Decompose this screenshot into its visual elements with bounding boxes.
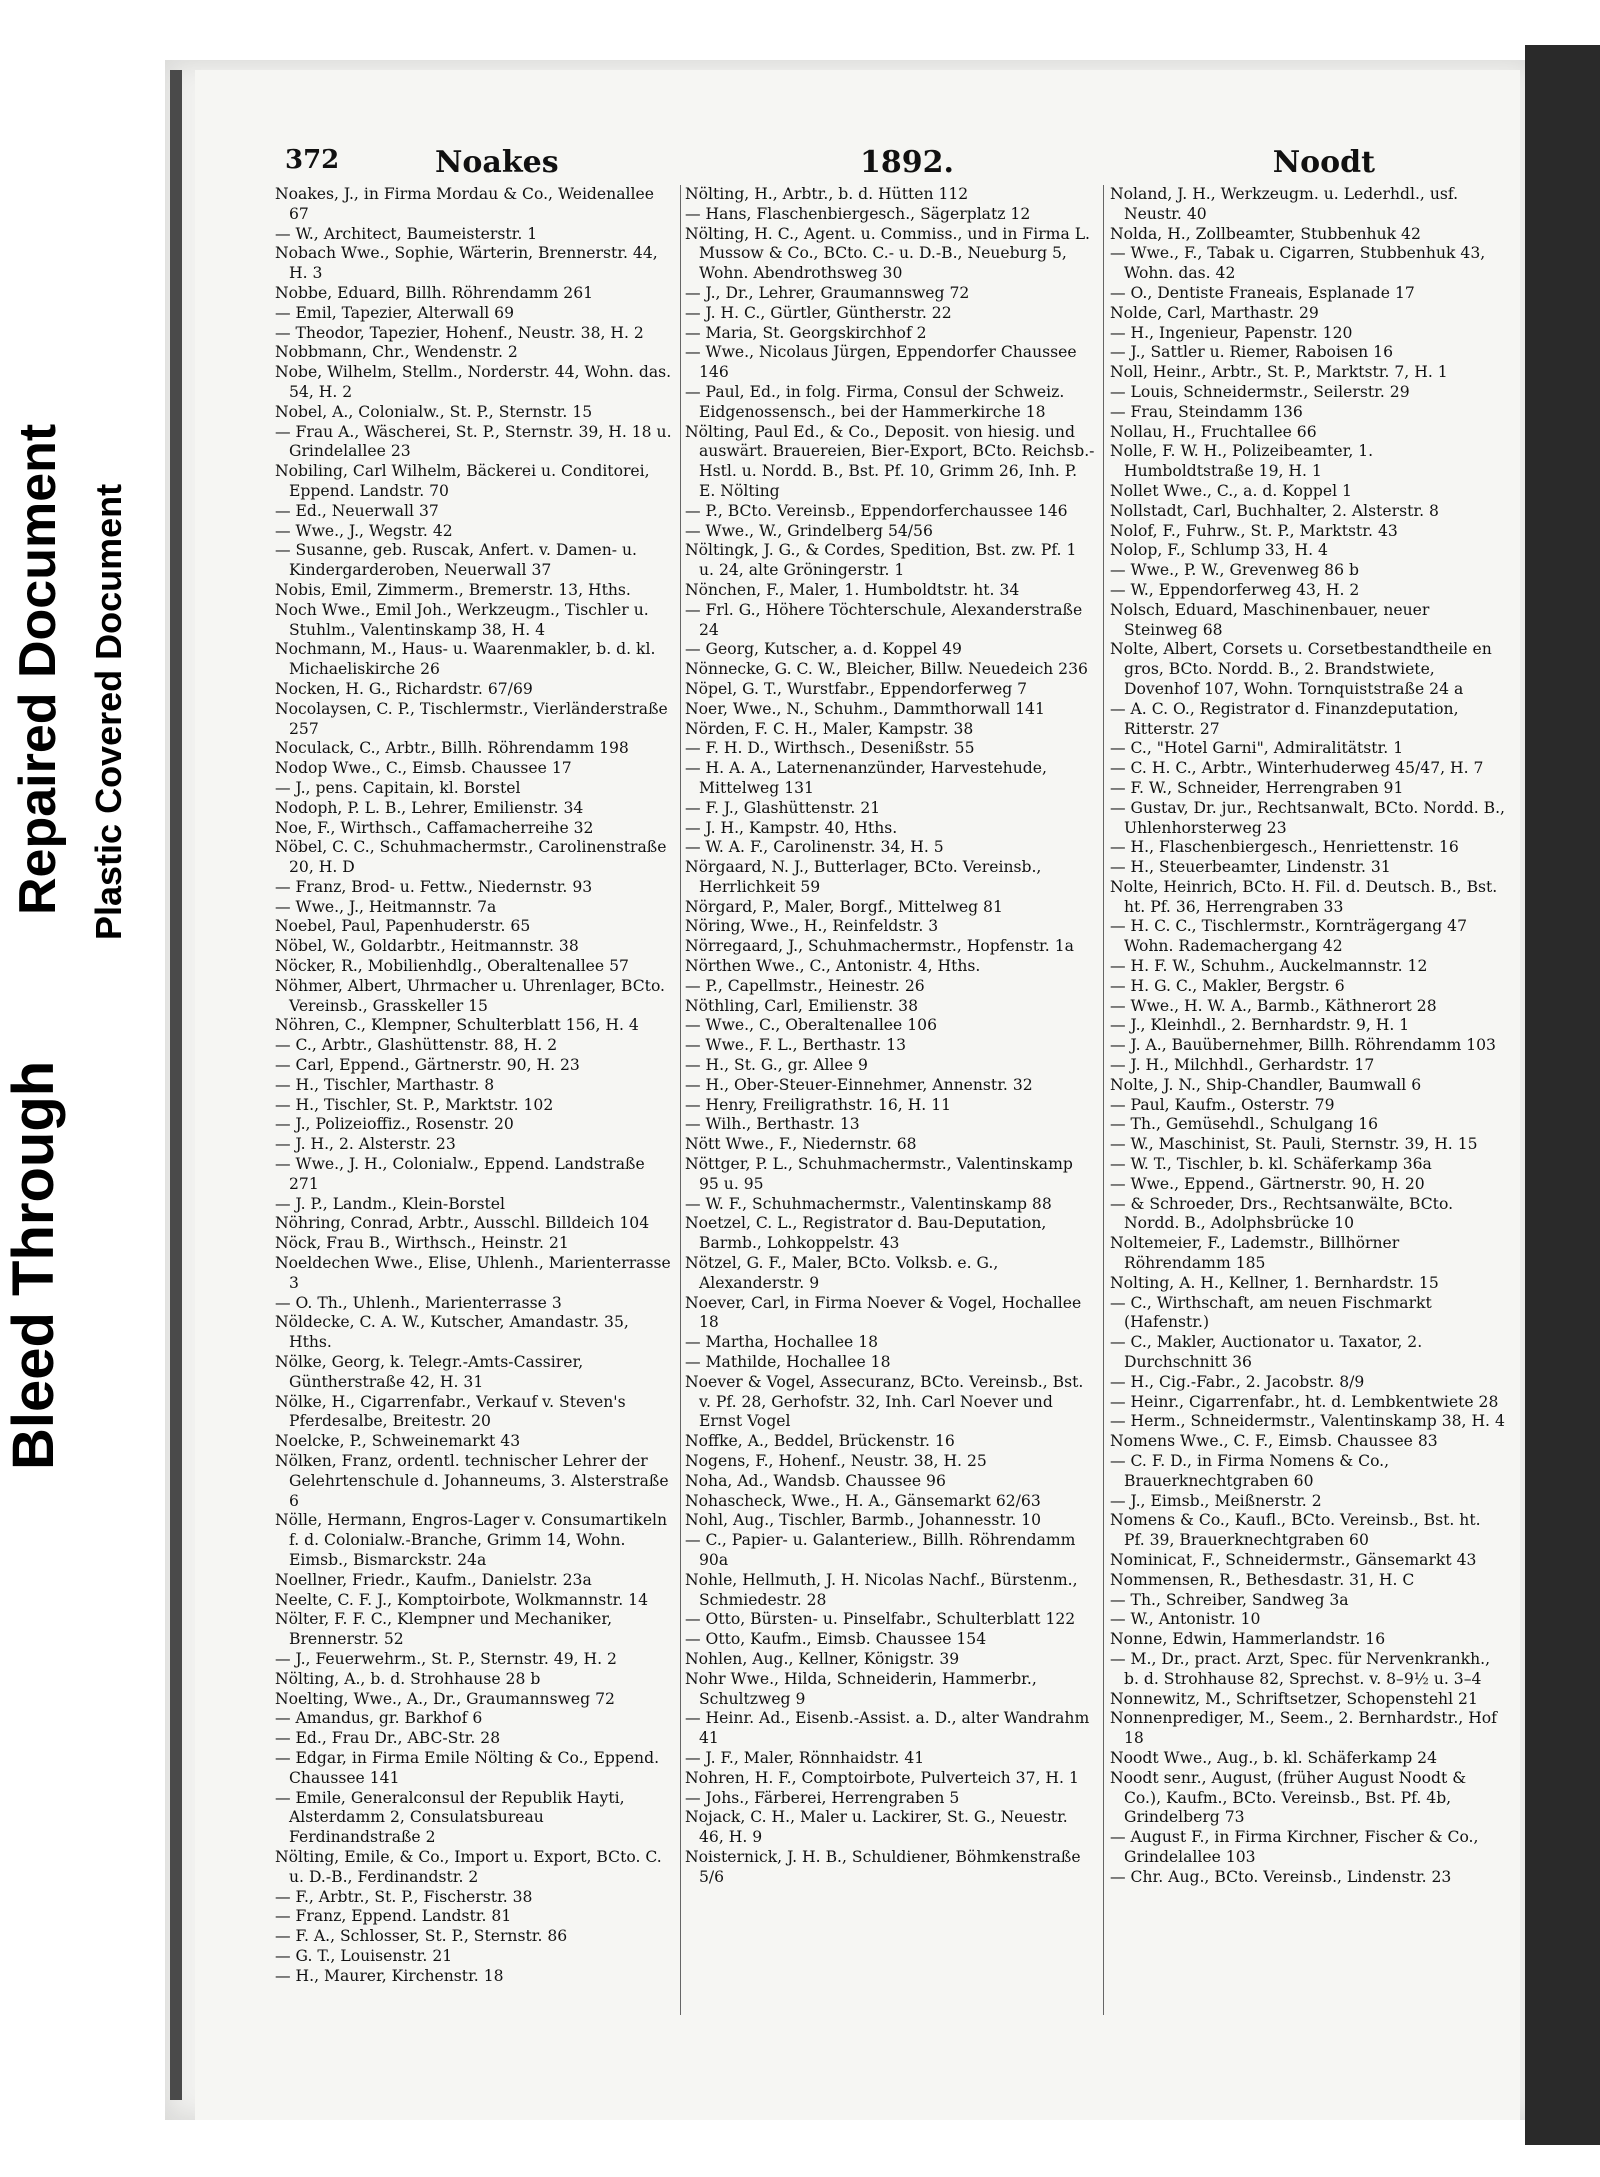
directory-entry: Nomens Wwe., C. F., Eimsb. Chaussee 83 bbox=[1110, 1432, 1438, 1451]
directory-entry: Noebel, Paul, Papenhuderstr. 65 bbox=[275, 917, 531, 936]
directory-entry: Nohascheck, Wwe., H. A., Gänsemarkt 62/63 bbox=[685, 1491, 1041, 1510]
directory-entry: Noha, Ad., Wandsb. Chaussee 96 bbox=[685, 1471, 946, 1490]
directory-entry: Nolte, Heinrich, BCto. H. Fil. d. Deutsch. B., Bst. ht. Pf. 36, Herrengraben 33 bbox=[1110, 877, 1498, 916]
directory-entry: Nörthen Wwe., C., Antonistr. 4, Hths. bbox=[685, 957, 981, 976]
directory-entry: Noer, Wwe., N., Schuhm., Dammthorwall 141 bbox=[685, 699, 1045, 718]
directory-entry: — C. F. D., in Firma Nomens & Co., Brauerknechtgraben 60 bbox=[1110, 1452, 1390, 1490]
directory-entry: — Wwe., P. W., Grevenweg 86 b bbox=[1110, 561, 1359, 580]
directory-entry: Noeldechen Wwe., Elise, Uhlenh., Marienterrasse 3 bbox=[275, 1254, 671, 1292]
directory-entry: — C., "Hotel Garni", Admiralitätstr. 1 bbox=[1110, 739, 1404, 758]
directory-entry: — Maria, St. Georgskirchhof 2 bbox=[685, 323, 927, 342]
directory-entry: Nöhmer, Albert, Uhrmacher u. Uhrenlager, BCto. Vereinsb., Grasskeller 15 bbox=[275, 976, 666, 1015]
directory-entry: Nolde, Carl, Marthastr. 29 bbox=[1110, 303, 1319, 322]
directory-entry: — C., Papier- u. Galanteriew., Billh. Röhrendamm 90a bbox=[685, 1531, 1076, 1569]
directory-entry: Neelte, C. F. J., Komptoirbote, Wolkmannstr. 14 bbox=[275, 1590, 648, 1609]
directory-entry: Nonnenprediger, M., Seem., 2. Bernhardstr., Hof 18 bbox=[1110, 1709, 1497, 1748]
page-number: 372 bbox=[285, 145, 340, 175]
directory-entry: Nohren, H. F., Comptoirbote, Pulverteich 37, H. 1 bbox=[685, 1768, 1079, 1787]
directory-entry: Nobbe, Eduard, Billh. Röhrendamm 261 bbox=[275, 283, 594, 302]
directory-entry: — Wwe., Eppend., Gärtnerstr. 90, H. 20 bbox=[1110, 1174, 1425, 1193]
directory-entry: Nollstadt, Carl, Buchhalter, 2. Alsterstr. 8 bbox=[1110, 501, 1439, 520]
header-right-word: Noodt bbox=[1272, 145, 1375, 180]
directory-entry: — F. J., Glashüttenstr. 21 bbox=[685, 798, 881, 817]
directory-entry: Nölting, Paul Ed., & Co., Deposit. von hiesig. und auswärt. Brauereien, Bier-Export, BCto. Reichsb.-Hstl. u. Nordd. B., Bst. Pf. 10, Grimm 26, Inh. P. E. Nölting bbox=[685, 422, 1095, 500]
directory-entry: — Heinr., Cigarrenfabr., ht. d. Lembkentwiete 28 bbox=[1110, 1392, 1499, 1411]
directory-entry: — P., Capellmstr., Heinestr. 26 bbox=[685, 976, 925, 995]
directory-entry: Nölke, Georg, k. Telegr.-Amts-Cassirer, Güntherstraße 42, H. 31 bbox=[275, 1353, 584, 1391]
directory-entry: Nochmann, M., Haus- u. Waarenmakler, b. d. kl. Michaeliskirche 26 bbox=[275, 640, 656, 679]
directory-entry: — F. W., Schneider, Herrengraben 91 bbox=[1110, 778, 1404, 797]
directory-entry: — Edgar, in Firma Emile Nölting & Co., Eppend. Chaussee 141 bbox=[275, 1748, 660, 1787]
directory-entry: Noellner, Friedr., Kaufm., Danielstr. 23a bbox=[275, 1570, 592, 1589]
directory-entry: Nobe, Wilhelm, Stellm., Norderstr. 44, Wohn. das. 54, H. 2 bbox=[275, 363, 672, 401]
directory-entry: — C., Wirthschaft, am neuen Fischmarkt (Hafenstr.) bbox=[1110, 1293, 1432, 1332]
directory-entry: — Wwe., J., Heitmannstr. 7a bbox=[275, 897, 497, 916]
directory-entry: Noltemeier, F., Lademstr., Billhörner Röhrendamm 185 bbox=[1110, 1234, 1400, 1273]
directory-entry: Nölter, F. F. C., Klempner und Mechaniker, Brennerstr. 52 bbox=[275, 1610, 613, 1649]
directory-entry: — J. H. C., Gürtler, Güntherstr. 22 bbox=[685, 303, 952, 322]
directory-entry: Nöhring, Conrad, Arbtr., Ausschl. Billdeich 104 bbox=[275, 1214, 650, 1233]
directory-entry: Nöttger, P. L., Schuhmachermstr., Valentinskamp 95 u. 95 bbox=[685, 1155, 1073, 1193]
directory-entry: — H. A. A., Laternenanzünder, Harvestehude, Mittelweg 131 bbox=[685, 759, 1047, 797]
directory-entry: — Georg, Kutscher, a. d. Koppel 49 bbox=[685, 640, 962, 659]
directory-entry: Nobiling, Carl Wilhelm, Bäckerei u. Conditorei, Eppend. Landstr. 70 bbox=[275, 462, 650, 500]
directory-entry: — Mathilde, Hochallee 18 bbox=[685, 1353, 891, 1372]
directory-entry: — Theodor, Tapezier, Hohenf., Neustr. 38, H. 2 bbox=[275, 323, 644, 342]
directory-entry: Noe, F., Wirthsch., Caffamacherreihe 32 bbox=[275, 818, 594, 837]
directory-entry: — Hans, Flaschenbiergesch., Sägerplatz 12 bbox=[685, 204, 1031, 223]
directory-entry: Nöthling, Carl, Emilienstr. 38 bbox=[685, 996, 919, 1015]
directory-entry: Nonnewitz, M., Schriftsetzer, Schopenstehl 21 bbox=[1110, 1689, 1478, 1708]
directory-entry: — Wilh., Berthastr. 13 bbox=[685, 1115, 860, 1134]
directory-entry: Nöhren, C., Klempner, Schulterblatt 156, H. 4 bbox=[275, 1016, 639, 1035]
directory-entry: Noch Wwe., Emil Joh., Werkzeugm., Tischler u. Stuhlm., Valentinskamp 38, H. 4 bbox=[275, 600, 649, 639]
directory-entry: — Ed., Neuerwall 37 bbox=[275, 501, 439, 520]
directory-entry: Nolte, Albert, Corsets u. Corsetbestandtheile en gros, BCto. Nordd. B., 2. Brandstwiete, Dovenhof 107, Wohn. Tornquiststraße 24 a bbox=[1110, 640, 1492, 698]
directory-entry: — Ed., Frau Dr., ABC-Str. 28 bbox=[275, 1729, 501, 1748]
directory-entry: Nommensen, R., Bethesdastr. 31, H. C bbox=[1110, 1570, 1415, 1589]
directory-entry: Nött Wwe., F., Niedernstr. 68 bbox=[685, 1135, 917, 1154]
directory-entry: Noisternick, J. H. B., Schuldiener, Böhmkenstraße 5/6 bbox=[685, 1847, 1081, 1886]
directory-entry: Nobach Wwe., Sophie, Wärterin, Brennerstr. 44, H. 3 bbox=[275, 244, 658, 283]
directory-entry: Nölting, H. C., Agent. u. Commiss., und in Firma L. Mussow & Co., BCto. C.- u. D.-B., Neueburg 5, Wohn. Abendrothsweg 30 bbox=[685, 224, 1091, 283]
directory-entry: — Otto, Bürsten- u. Pinselfabr., Schulterblatt 122 bbox=[685, 1610, 1076, 1629]
directory-entry: — H., Ingenieur, Papenstr. 120 bbox=[1110, 323, 1353, 342]
directory-entry: — P., BCto. Vereinsb., Eppendorferchaussee 146 bbox=[685, 501, 1068, 520]
directory-entry: Nolting, A. H., Kellner, 1. Bernhardstr. 15 bbox=[1110, 1273, 1439, 1292]
directory-entry: — W. A. F., Carolinenstr. 34, H. 5 bbox=[685, 838, 944, 857]
directory-entry: Nodop Wwe., C., Eimsb. Chaussee 17 bbox=[275, 759, 572, 778]
directory-entry: — Wwe., H. W. A., Barmb., Käthnerort 28 bbox=[1110, 996, 1437, 1015]
column-3 bbox=[1110, 185, 1505, 2015]
column-rule bbox=[1103, 185, 1104, 2015]
directory-entry: — Amandus, gr. Barkhof 6 bbox=[275, 1709, 483, 1728]
directory-entry: — J. H., Milchhdl., Gerhardstr. 17 bbox=[1110, 1056, 1375, 1075]
directory-entry: Nölken, Franz, ordentl. technischer Lehrer der Gelehrtenschule d. Johanneums, 3. Alsterstraße 6 bbox=[275, 1452, 669, 1510]
directory-entry: Nodoph, P. L. B., Lehrer, Emilienstr. 34 bbox=[275, 798, 584, 817]
directory-entry: — & Schroeder, Drs., Rechtsanwälte, BCto. Nordd. B., Adolphsbrücke 10 bbox=[1110, 1194, 1454, 1233]
directory-entry: — Th., Schreiber, Sandweg 3a bbox=[1110, 1590, 1349, 1609]
directory-entry: — J., Polizeioffiz., Rosenstr. 20 bbox=[275, 1115, 514, 1134]
directory-entry: — Wwe., W., Grindelberg 54/56 bbox=[685, 521, 933, 540]
directory-entry: — Frl. G., Höhere Töchterschule, Alexanderstraße 24 bbox=[685, 600, 1083, 639]
directory-entry: — H., Ober-Steuer-Einnehmer, Annenstr. 32 bbox=[685, 1075, 1033, 1094]
directory-entry: — Carl, Eppend., Gärtnerstr. 90, H. 23 bbox=[275, 1056, 580, 1075]
directory-entry: Noelcke, P., Schweinemarkt 43 bbox=[275, 1432, 521, 1451]
directory-entry: — H., Tischler, Marthastr. 8 bbox=[275, 1075, 495, 1094]
directory-entry: — Wwe., J., Wegstr. 42 bbox=[275, 521, 453, 540]
directory-entry: — W., Architect, Baumeisterstr. 1 bbox=[275, 224, 538, 243]
directory-entry: — C., Makler, Auctionator u. Taxator, 2. Durchschnitt 36 bbox=[1110, 1333, 1423, 1372]
column-1 bbox=[275, 185, 675, 2015]
directory-entry: Nöcker, R., Mobilienhdlg., Oberaltenallee 57 bbox=[275, 957, 629, 976]
directory-entry: Noetzel, C. L., Registrator d. Bau-Deputation, Barmb., Lohkoppelstr. 43 bbox=[685, 1214, 1047, 1253]
directory-entry: — F., Arbtr., St. P., Fischerstr. 38 bbox=[275, 1887, 533, 1906]
directory-entry: Nolof, F., Fuhrw., St. P., Marktstr. 43 bbox=[1110, 521, 1398, 540]
directory-entry: Nötzel, G. F., Maler, BCto. Volksb. e. G., Alexanderstr. 9 bbox=[685, 1254, 999, 1292]
directory-entry: Nojack, C. H., Maler u. Lackirer, St. G., Neuestr. 46, H. 9 bbox=[685, 1808, 1068, 1847]
directory-entry: — H. C. C., Tischlermstr., Kornträgergang 47 Wohn. Rademachergang 42 bbox=[1110, 917, 1468, 956]
directory-entry: Nörgaard, N. J., Butterlager, BCto. Vereinsb., Herrlichkeit 59 bbox=[685, 858, 1042, 896]
directory-entry: Nobis, Emil, Zimmerm., Bremerstr. 13, Hths. bbox=[275, 580, 631, 599]
scan-binding-edge bbox=[170, 70, 182, 2100]
directory-entry: — Franz, Eppend. Landstr. 81 bbox=[275, 1907, 512, 1926]
directory-entry: — H., Maurer, Kirchenstr. 18 bbox=[275, 1966, 504, 1985]
directory-entry: Nönnecke, G. C. W., Bleicher, Billw. Neuedeich 236 bbox=[685, 660, 1088, 679]
directory-entry: — J., Sattler u. Riemer, Raboisen 16 bbox=[1110, 343, 1394, 362]
directory-entry: Nohle, Hellmuth, J. H. Nicolas Nachf., Bürstenm., Schmiedestr. 28 bbox=[685, 1570, 1078, 1609]
directory-entry: — H. F. W., Schuhm., Auckelmannstr. 12 bbox=[1110, 957, 1428, 976]
directory-entry: Nocolaysen, C. P., Tischlermstr., Vierländerstraße 257 bbox=[275, 699, 668, 738]
directory-entry: — W., Eppendorferweg 43, H. 2 bbox=[1110, 580, 1360, 599]
directory-entry: Nolop, F., Schlump 33, H. 4 bbox=[1110, 541, 1328, 560]
directory-entry: — O., Dentiste Franeais, Esplanade 17 bbox=[1110, 283, 1415, 302]
directory-entry: Nominicat, F., Schneidermstr., Gänsemarkt 43 bbox=[1110, 1550, 1477, 1569]
header-year: 1892. bbox=[860, 145, 954, 180]
directory-entry: — Franz, Brod- u. Fettw., Niedernstr. 93 bbox=[275, 877, 593, 896]
directory-entry: Nolda, H., Zollbeamter, Stubbenhuk 42 bbox=[1110, 224, 1421, 243]
directory-entry: — O. Th., Uhlenh., Marienterrasse 3 bbox=[275, 1293, 562, 1312]
directory-entry: — M., Dr., pract. Arzt, Spec. für Nervenkrankh., b. d. Strohhause 82, Sprechst. v. 8–9½ u. 3–4 bbox=[1110, 1649, 1491, 1688]
column-rule bbox=[680, 185, 681, 2015]
directory-entry: Nobel, A., Colonialw., St. P., Sternstr. 15 bbox=[275, 402, 593, 421]
directory-entry: Nohr Wwe., Hilda, Schneiderin, Hammerbr., Schultzweg 9 bbox=[685, 1669, 1037, 1708]
directory-entry: Nölting, A., b. d. Strohhause 28 b bbox=[275, 1669, 541, 1688]
directory-entry: Nöring, Wwe., H., Reinfeldstr. 3 bbox=[685, 917, 939, 936]
directory-entry: — Louis, Schneidermstr., Seilerstr. 29 bbox=[1110, 382, 1410, 401]
directory-entry: — Wwe., J. H., Colonialw., Eppend. Landstraße 271 bbox=[275, 1155, 645, 1193]
directory-entry: Nörgard, P., Maler, Borgf., Mittelweg 81 bbox=[685, 897, 1003, 916]
repaired-document-label: Repaired Document bbox=[9, 423, 67, 915]
directory-entry: — Chr. Aug., BCto. Vereinsb., Lindenstr. 23 bbox=[1110, 1867, 1452, 1886]
directory-entry: Nöltingk, J. G., & Cordes, Spedition, Bst. zw. Pf. 1 u. 24, alte Gröningerstr. 1 bbox=[685, 541, 1077, 580]
directory-entry: Noever, Carl, in Firma Noever & Vogel, Hochallee 18 bbox=[685, 1293, 1082, 1332]
directory-entry: Nonne, Edwin, Hammerlandstr. 16 bbox=[1110, 1630, 1386, 1649]
directory-entry: — Heinr. Ad., Eisenb.-Assist. a. D., alter Wandrahm 41 bbox=[685, 1709, 1090, 1748]
directory-entry: — Martha, Hochallee 18 bbox=[685, 1333, 879, 1352]
directory-entry: Noculack, C., Arbtr., Billh. Röhrendamm 198 bbox=[275, 739, 629, 758]
directory-entry: — Th., Gemüsehdl., Schulgang 16 bbox=[1110, 1115, 1379, 1134]
directory-entry: — J. A., Bauübernehmer, Billh. Röhrendamm 103 bbox=[1110, 1036, 1496, 1055]
directory-entry: — Herm., Schneidermstr., Valentinskamp 38, H. 4 bbox=[1110, 1412, 1505, 1431]
directory-entry: Nohl, Aug., Tischler, Barmb., Johannesstr. 10 bbox=[685, 1511, 1042, 1530]
scan-labels-strip bbox=[0, 0, 165, 2177]
directory-entry: Nölting, H., Arbtr., b. d. Hütten 112 bbox=[685, 185, 969, 203]
directory-entry: — Emile, Generalconsul der Republik Hayti, Alsterdamm 2, Consulatsbureau Ferdinandstraße 2 bbox=[275, 1788, 625, 1847]
directory-entry: Noland, J. H., Werkzeugm. u. Lederhdl., usf. Neustr. 40 bbox=[1110, 185, 1459, 223]
directory-entry: Noelting, Wwe., A., Dr., Graumannsweg 72 bbox=[275, 1689, 615, 1708]
directory-entry: — Otto, Kaufm., Eimsb. Chaussee 154 bbox=[685, 1630, 987, 1649]
directory-entry: — H., St. G., gr. Allee 9 bbox=[685, 1056, 868, 1075]
directory-entry: Nöldecke, C. A. W., Kutscher, Amandastr. 35, Hths. bbox=[275, 1313, 629, 1352]
directory-entry: — Frau A., Wäscherei, St. P., Sternstr. 39, H. 18 u. Grindelallee 23 bbox=[275, 422, 672, 461]
directory-entry: — Paul, Kaufm., Osterstr. 79 bbox=[1110, 1095, 1335, 1114]
directory-entry: — H. G. C., Makler, Bergstr. 6 bbox=[1110, 976, 1345, 995]
directory-entry: Noever & Vogel, Assecuranz, BCto. Vereinsb., Bst. v. Pf. 28, Gerhofstr. 32, Inh. Carl Noever und Ernst Vogel bbox=[685, 1372, 1084, 1431]
directory-entry: Nolle, F. W. H., Polizeibeamter, 1. Humboldtstraße 19, H. 1 bbox=[1110, 442, 1374, 481]
directory-entry: — Wwe., Nicolaus Jürgen, Eppendorfer Chaussee 146 bbox=[685, 343, 1077, 382]
directory-entry: Noodt Wwe., Aug., b. kl. Schäferkamp 24 bbox=[1110, 1748, 1438, 1767]
directory-entry: Nölke, H., Cigarrenfabr., Verkauf v. Steven's Pferdesalbe, Breitestr. 20 bbox=[275, 1392, 626, 1431]
directory-entry: Nörregaard, J., Schuhmachermstr., Hopfenstr. 1a bbox=[685, 937, 1074, 956]
directory-entry: Nölle, Hermann, Engros-Lager v. Consumartikeln f. d. Colonialw.-Branche, Grimm 14, Wohn. Eimsb., Bismarckstr. 24a bbox=[275, 1511, 668, 1569]
directory-entry: — Paul, Ed., in folg. Firma, Consul der Schweiz. Eidgenossensch., bei der Hammerkirche 18 bbox=[685, 382, 1065, 421]
directory-entry: — J., Dr., Lehrer, Graumannsweg 72 bbox=[685, 283, 970, 302]
header-left-word: Noakes bbox=[435, 145, 559, 180]
directory-entry: — J. H., 2. Alsterstr. 23 bbox=[275, 1135, 456, 1154]
directory-entry: Nollet Wwe., C., a. d. Koppel 1 bbox=[1110, 481, 1352, 500]
directory-entry: — August F., in Firma Kirchner, Fischer & Co., Grindelallee 103 bbox=[1110, 1828, 1479, 1866]
directory-entry: — J. F., Maler, Rönnhaidstr. 41 bbox=[685, 1748, 925, 1767]
directory-entry: — W. T., Tischler, b. kl. Schäferkamp 36a bbox=[1110, 1155, 1432, 1174]
directory-entry: Noll, Heinr., Arbtr., St. P., Marktstr. 7, H. 1 bbox=[1110, 363, 1448, 382]
directory-entry: Nönchen, F., Maler, 1. Humboldtstr. ht. 34 bbox=[685, 580, 1020, 599]
directory-entry: — J., pens. Capitain, kl. Borstel bbox=[275, 778, 521, 797]
directory-entry: — H., Flaschenbiergesch., Henriettenstr. 16 bbox=[1110, 838, 1459, 857]
directory-entry: Noakes, J., in Firma Mordau & Co., Weidenallee 67 bbox=[275, 185, 654, 223]
directory-entry: Noffke, A., Beddel, Brückenstr. 16 bbox=[685, 1432, 955, 1451]
directory-entry: — C. H. C., Arbtr., Winterhuderweg 45/47, H. 7 bbox=[1110, 759, 1484, 778]
directory-entry: — Wwe., F. L., Berthastr. 13 bbox=[685, 1036, 907, 1055]
directory-entry: — W., Maschinist, St. Pauli, Sternstr. 39, H. 15 bbox=[1110, 1135, 1478, 1154]
directory-entry: — Emil, Tapezier, Alterwall 69 bbox=[275, 303, 515, 322]
directory-entry: — H., Cig.-Fabr., 2. Jacobstr. 8/9 bbox=[1110, 1372, 1365, 1391]
directory-entry: — W. F., Schuhmachermstr., Valentinskamp 88 bbox=[685, 1194, 1052, 1213]
bleed-through-label: Bleed Through bbox=[1, 1060, 66, 1470]
directory-entry: — Gustav, Dr. jur., Rechtsanwalt, BCto. Nordd. B., Uhlenhorsterweg 23 bbox=[1110, 798, 1505, 837]
directory-entry: Noodt senr., August, (früher August Noodt & Co.), Kaufm., BCto. Vereinsb., Bst. Pf. 4b, Grindelberg 73 bbox=[1110, 1768, 1467, 1827]
directory-entry: Nollau, H., Fruchtallee 66 bbox=[1110, 422, 1317, 441]
directory-entry: — J., Kleinhdl., 2. Bernhardstr. 9, H. 1 bbox=[1110, 1016, 1410, 1035]
directory-entry: Nöbel, C. C., Schuhmachermstr., Carolinenstraße 20, H. D bbox=[275, 838, 667, 877]
directory-entry: Nocken, H. G., Richardstr. 67/69 bbox=[275, 679, 533, 698]
directory-entry: Nölting, Emile, & Co., Import u. Export, BCto. C. u. D.-B., Ferdinandstr. 2 bbox=[275, 1847, 662, 1886]
directory-entry: Nogens, F., Hohenf., Neustr. 38, H. 25 bbox=[685, 1452, 987, 1470]
plastic-covered-label: Plastic Covered Document bbox=[88, 483, 129, 940]
directory-entry: Nomens & Co., Kaufl., BCto. Vereinsb., Bst. ht. Pf. 39, Brauerknechtgraben 60 bbox=[1110, 1511, 1481, 1550]
directory-entry: Nöck, Frau B., Wirthsch., Heinstr. 21 bbox=[275, 1234, 569, 1253]
directory-entry: Nöpel, G. T., Wurstfabr., Eppendorferweg 7 bbox=[685, 679, 1028, 698]
directory-entry: — Henry, Freiligrathstr. 16, H. 11 bbox=[685, 1095, 952, 1114]
directory-entry: — J. P., Landm., Klein-Borstel bbox=[275, 1194, 505, 1213]
scan-right-edge bbox=[1525, 45, 1600, 2145]
directory-entry: — J. H., Kampstr. 40, Hths. bbox=[685, 818, 898, 837]
directory-entry: Nöbel, W., Goldarbtr., Heitmannstr. 38 bbox=[275, 937, 579, 956]
directory-entry: Nohlen, Aug., Kellner, Königstr. 39 bbox=[685, 1649, 960, 1668]
directory-entry: Nolsch, Eduard, Maschinenbauer, neuer Steinweg 68 bbox=[1110, 600, 1430, 639]
directory-entry: — C., Arbtr., Glashüttenstr. 88, H. 2 bbox=[275, 1036, 558, 1055]
page-header bbox=[285, 145, 1375, 185]
directory-entry: — Wwe., C., Oberaltenallee 106 bbox=[685, 1016, 937, 1035]
directory-entry: — F. H. D., Wirthsch., Desenißstr. 55 bbox=[685, 739, 975, 758]
directory-entry: — A. C. O., Registrator d. Finanzdeputation, Ritterstr. 27 bbox=[1110, 699, 1459, 738]
directory-entry: — Frau, Steindamm 136 bbox=[1110, 402, 1303, 421]
directory-entry: — Susanne, geb. Ruscak, Anfert. v. Damen- u. Kindergarderoben, Neuerwall 37 bbox=[275, 541, 637, 580]
directory-entry: — H., Tischler, St. P., Marktstr. 102 bbox=[275, 1095, 554, 1114]
directory-entry: — J., Feuerwehrm., St. P., Sternstr. 49, H. 2 bbox=[275, 1649, 617, 1668]
directory-entry: — Johs., Färberei, Herrengraben 5 bbox=[685, 1788, 960, 1807]
directory-entry: — F. A., Schlosser, St. P., Sternstr. 86 bbox=[275, 1927, 568, 1946]
directory-entry: — Wwe., F., Tabak u. Cigarren, Stubbenhuk 43, Wohn. das. 42 bbox=[1110, 244, 1486, 283]
column-2 bbox=[685, 185, 1095, 2015]
directory-entry: — H., Steuerbeamter, Lindenstr. 31 bbox=[1110, 858, 1391, 877]
directory-entry: — J., Eimsb., Meißnerstr. 2 bbox=[1110, 1491, 1322, 1510]
directory-entry: Nörden, F. C. H., Maler, Kampstr. 38 bbox=[685, 719, 974, 738]
directory-entry: Nolte, J. N., Ship-Chandler, Baumwall 6 bbox=[1110, 1075, 1422, 1094]
directory-entry: Nobbmann, Chr., Wendenstr. 2 bbox=[275, 343, 518, 362]
directory-entry: — W., Antonistr. 10 bbox=[1110, 1610, 1261, 1629]
directory-entry: — G. T., Louisenstr. 21 bbox=[275, 1946, 453, 1965]
